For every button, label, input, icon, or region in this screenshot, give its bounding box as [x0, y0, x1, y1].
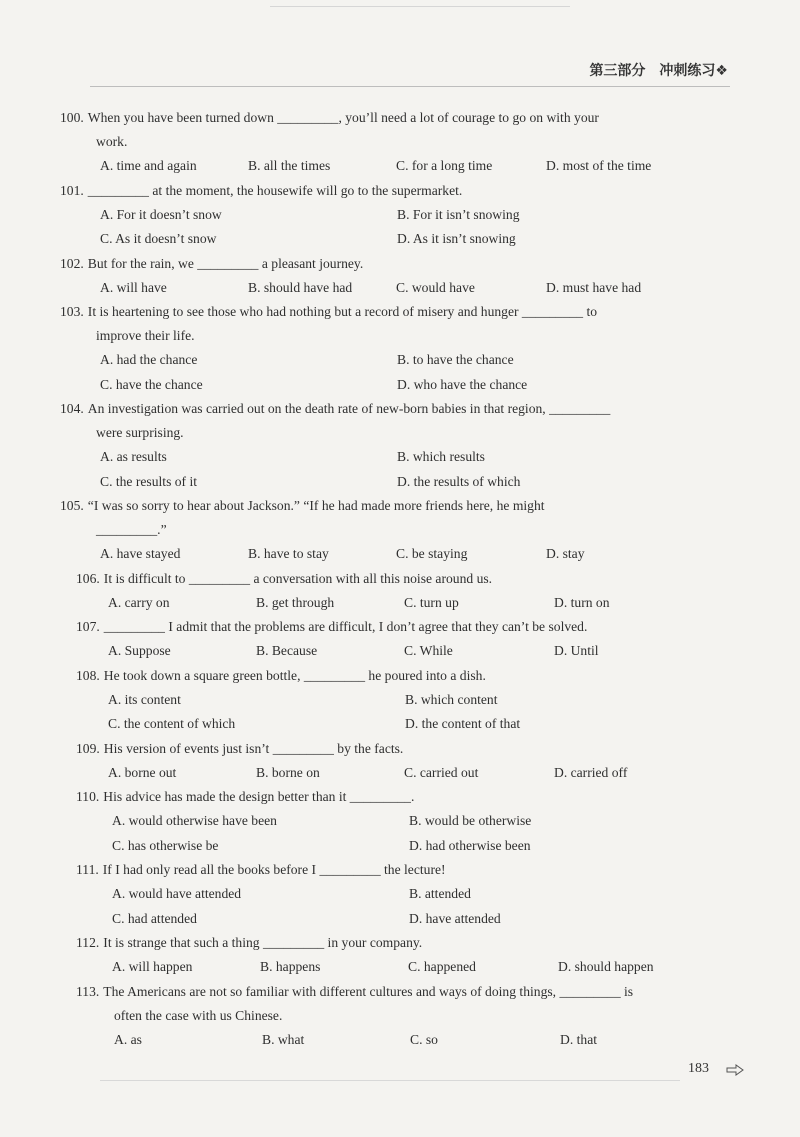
question-stem: But for the rain, we _________ a pleasant journey.	[87, 255, 364, 271]
option-a: A. have stayed	[100, 546, 181, 561]
option-c: C. have the chance	[100, 376, 203, 392]
option-c: C. had attended	[112, 910, 197, 926]
option-group	[60, 154, 736, 179]
option-a: A. will have	[100, 279, 167, 295]
question-112	[60, 931, 736, 980]
option-d: D. carried off	[554, 764, 628, 780]
question-101	[60, 179, 736, 252]
option-b: B. attended	[409, 886, 471, 901]
option-c: C. would have	[396, 279, 475, 295]
option-c: C. turn up	[404, 594, 459, 610]
question-113	[60, 980, 736, 1053]
option-c: C. so	[410, 1031, 438, 1047]
option-c: C. the results of it	[100, 473, 198, 489]
question-107	[60, 615, 736, 664]
option-d: D. had otherwise been	[409, 837, 531, 853]
option-c: C. for a long time	[396, 158, 493, 173]
question-number: 102.	[60, 255, 84, 271]
question-stem: The Americans are not so familiar with different cultures and ways of doing things, _________ is	[103, 983, 634, 999]
question-list	[60, 106, 736, 1052]
question-100	[60, 106, 736, 179]
option-group	[60, 276, 736, 301]
question-stem: His version of events just isn’t _________ by the facts.	[103, 740, 404, 756]
question-stem: If I had only read all the books before I _________ the lecture!	[102, 862, 446, 877]
question-stem: It is difficult to _________ a conversation with all this noise around us.	[103, 570, 493, 586]
option-d: D. have attended	[409, 910, 501, 926]
option-group	[76, 1028, 736, 1053]
option-b: B. get through	[256, 594, 335, 610]
option-c: C. As it doesn’t snow	[100, 231, 217, 246]
question-stem-continued: _________.”	[96, 522, 167, 537]
option-d: D. who have the chance	[397, 376, 528, 392]
question-number: 109.	[76, 740, 100, 756]
option-group	[76, 761, 736, 786]
question-110	[60, 785, 736, 858]
question-109	[60, 737, 736, 786]
footer-rule	[100, 1080, 680, 1081]
question-stem: _________ at the moment, the housewife will go to the supermarket.	[87, 182, 463, 198]
option-group	[76, 639, 736, 664]
option-b: B. to have the chance	[397, 352, 514, 367]
question-stem: His advice has made the design better than it _________.	[103, 789, 415, 804]
question-stem-continued: were surprising.	[96, 425, 184, 440]
question-108	[60, 664, 736, 737]
question-stem: “I was so sorry to hear about Jackson.” “If he had made more friends here, he might	[87, 498, 545, 513]
option-d: D. As it isn’t snowing	[397, 231, 516, 246]
option-b: B. would be otherwise	[409, 813, 532, 828]
question-stem: It is strange that such a thing _________ in your company.	[103, 935, 423, 950]
question-104	[60, 397, 736, 494]
option-group	[76, 955, 736, 980]
option-d: D. turn on	[554, 594, 610, 610]
option-a: A. borne out	[108, 764, 177, 780]
option-b: B. which content	[405, 691, 498, 707]
option-a: A. would otherwise have been	[112, 813, 277, 828]
option-group	[60, 445, 736, 494]
option-d: D. stay	[546, 546, 585, 561]
question-106	[60, 567, 736, 616]
option-a: A. Suppose	[108, 643, 171, 658]
option-d: D. Until	[554, 643, 599, 658]
option-c: C. carried out	[404, 764, 479, 780]
question-number: 110.	[76, 789, 100, 804]
option-a: A. its content	[108, 691, 181, 707]
question-number: 113.	[76, 983, 100, 999]
option-group	[76, 688, 736, 737]
option-a: A. will happen	[112, 959, 193, 974]
option-c: C. the content of which	[108, 716, 236, 731]
question-number: 106.	[76, 570, 100, 586]
option-b: B. which results	[397, 449, 485, 464]
option-a: A. as	[114, 1031, 142, 1047]
option-c: C. While	[404, 643, 453, 658]
question-102	[60, 252, 736, 301]
option-a: A. time and again	[100, 158, 197, 173]
option-d: D. the content of that	[405, 716, 521, 731]
question-stem: He took down a square green bottle, _________ he poured into a dish.	[103, 667, 486, 683]
question-stem: _________ I admit that the problems are difficult, I don’t agree that they can’t be solved.	[103, 619, 588, 634]
option-d: D. must have had	[546, 279, 642, 295]
question-111	[60, 858, 736, 931]
question-number: 101.	[60, 182, 84, 198]
option-b: B. borne on	[256, 764, 320, 780]
option-b: B. all the times	[248, 158, 331, 173]
option-group	[60, 348, 736, 397]
option-a: A. as results	[100, 449, 167, 464]
question-105	[60, 494, 736, 567]
question-number: 107.	[76, 619, 100, 634]
question-stem: When you have been turned down _________, you’ll need a lot of courage to go on with your	[87, 110, 599, 125]
option-b: B. For it isn’t snowing	[397, 206, 520, 222]
option-c: C. happened	[408, 959, 476, 974]
option-b: B. Because	[256, 643, 318, 658]
question-number: 100.	[60, 110, 84, 125]
option-group	[60, 542, 736, 567]
question-stem: An investigation was carried out on the death rate of new-born babies in that region, _________	[87, 401, 611, 416]
question-number: 105.	[60, 498, 84, 513]
option-d: D. the results of which	[397, 473, 521, 489]
option-group	[76, 809, 736, 858]
option-c: C. has otherwise be	[112, 837, 219, 853]
question-stem: It is heartening to see those who had nothing but a record of misery and hunger _________ to	[87, 304, 598, 319]
option-a: A. would have attended	[112, 886, 242, 901]
next-page-arrow-icon	[726, 1064, 744, 1076]
option-group	[76, 882, 736, 931]
option-group	[76, 591, 736, 616]
option-b: B. happens	[260, 959, 321, 974]
top-rule	[270, 6, 570, 7]
option-a: A. For it doesn’t snow	[100, 206, 222, 222]
question-103	[60, 300, 736, 397]
option-b: B. have to stay	[248, 546, 329, 561]
question-stem-continued: work.	[96, 134, 128, 149]
option-d: D. that	[560, 1031, 597, 1047]
option-c: C. be staying	[396, 546, 468, 561]
question-number: 103.	[60, 304, 84, 319]
section-header: 第三部分 冲刺练习❖	[589, 63, 728, 79]
question-number: 104.	[60, 401, 84, 416]
header-rule	[90, 86, 730, 87]
question-number: 112.	[76, 935, 100, 950]
option-b: B. what	[262, 1031, 305, 1047]
question-number: 108.	[76, 667, 100, 683]
option-a: A. carry on	[108, 594, 170, 610]
option-d: D. most of the time	[546, 158, 652, 173]
option-group	[60, 203, 736, 252]
question-stem-continued: often the case with us Chinese.	[114, 1007, 283, 1023]
option-b: B. should have had	[248, 279, 353, 295]
page-number: 183	[688, 1061, 709, 1076]
question-stem-continued: improve their life.	[96, 328, 195, 343]
option-a: A. had the chance	[100, 352, 198, 367]
question-number: 111.	[76, 862, 99, 877]
option-d: D. should happen	[558, 959, 654, 974]
